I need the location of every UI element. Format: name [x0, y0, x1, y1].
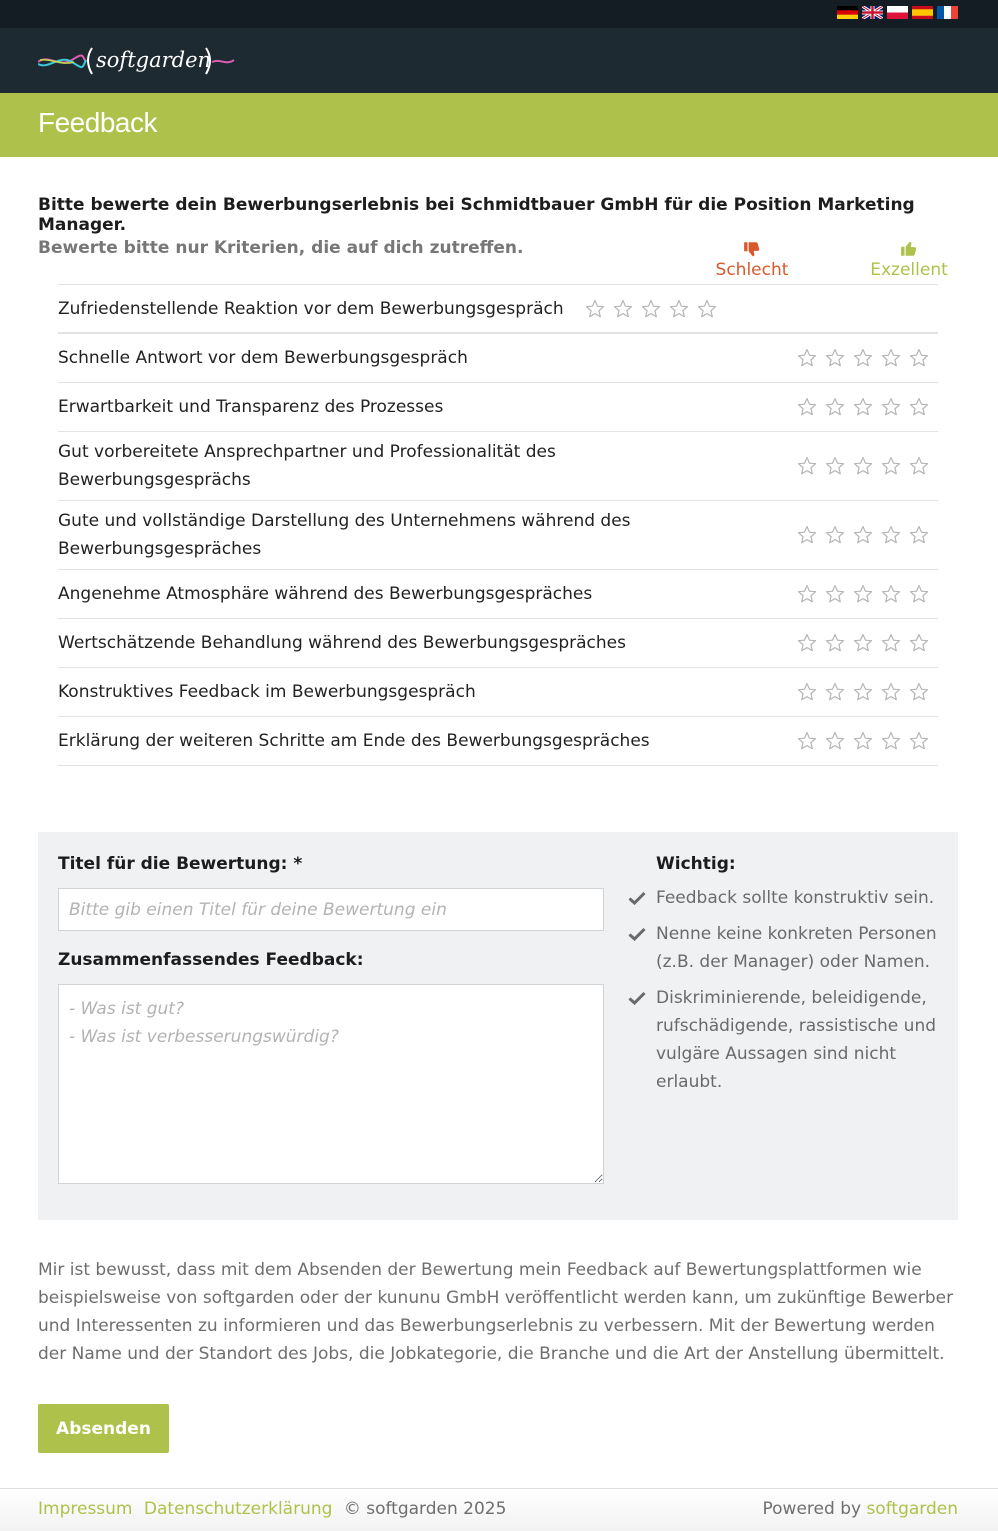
rating-row — [58, 334, 938, 383]
important-box — [628, 854, 943, 1104]
star-outline-icon[interactable] — [640, 298, 662, 320]
title-input[interactable] — [58, 888, 604, 931]
star-outline-icon[interactable] — [880, 396, 902, 418]
star-outline-icon[interactable] — [824, 524, 846, 546]
star-rating — [796, 730, 938, 752]
rating-row — [58, 619, 938, 668]
star-outline-icon[interactable] — [908, 524, 930, 546]
star-outline-icon[interactable] — [880, 730, 902, 752]
impressum-link[interactable]: Impressum — [38, 1499, 133, 1519]
flag-de-icon[interactable] — [837, 6, 858, 19]
legend-bad-label: Schlecht — [715, 260, 789, 280]
star-outline-icon[interactable] — [824, 583, 846, 605]
star-outline-icon[interactable] — [796, 524, 818, 546]
rating-list — [58, 284, 938, 766]
rating-row — [58, 432, 938, 501]
star-outline-icon[interactable] — [908, 455, 930, 477]
important-item-text: Nenne keine konkreten Personen (z.B. der Manager) oder Namen. — [656, 924, 937, 972]
star-outline-icon[interactable] — [880, 347, 902, 369]
important-item — [628, 920, 943, 976]
star-outline-icon[interactable] — [696, 298, 718, 320]
rating-label: Konstruktives Feedback im Bewerbungsgespräch — [58, 682, 476, 702]
navbar — [0, 28, 998, 93]
star-rating — [796, 524, 938, 546]
submit-button[interactable]: Absenden — [38, 1404, 169, 1453]
star-outline-icon[interactable] — [852, 524, 874, 546]
star-outline-icon[interactable] — [824, 347, 846, 369]
important-list — [628, 884, 943, 1096]
footer — [0, 1488, 998, 1531]
star-outline-icon[interactable] — [908, 730, 930, 752]
legend-good — [868, 240, 950, 280]
copyright: © softgarden 2025 — [343, 1499, 507, 1519]
star-outline-icon[interactable] — [880, 583, 902, 605]
thumbs-up-icon — [900, 240, 918, 258]
rating-label: Zufriedenstellende Reaktion vor dem Bewerbungsgespräch — [58, 298, 564, 319]
rating-row — [58, 501, 938, 570]
star-outline-icon[interactable] — [880, 524, 902, 546]
important-item-text: Diskriminierende, beleidigende, rufschädigende, rassistische und vulgäre Aussagen sind nicht erlaubt. — [656, 988, 937, 1092]
star-outline-icon[interactable] — [908, 632, 930, 654]
powered-by-label: Powered by — [762, 1499, 862, 1519]
softgarden-logo[interactable] — [38, 42, 238, 78]
star-outline-icon[interactable] — [584, 298, 606, 320]
legend-good-label: Exzellent — [870, 260, 948, 280]
page-banner — [0, 93, 998, 157]
star-outline-icon[interactable] — [852, 455, 874, 477]
rating-label: Angenehme Atmosphäre während des Bewerbungsgespräches — [58, 584, 593, 604]
star-outline-icon[interactable] — [852, 632, 874, 654]
star-outline-icon[interactable] — [908, 583, 930, 605]
flag-en-icon[interactable] — [862, 6, 883, 19]
intro-text: Bitte bewerte dein Bewerbungserlebnis bei Schmidtbauer GmbH für die Position Marketing Manager. — [38, 195, 915, 235]
important-item-text: Feedback sollte konstruktiv sein. — [656, 888, 935, 908]
star-outline-icon[interactable] — [612, 298, 634, 320]
star-outline-icon[interactable] — [824, 396, 846, 418]
rating-row — [58, 285, 938, 334]
star-rating — [796, 583, 938, 605]
flag-es-icon[interactable] — [912, 6, 933, 19]
rating-label: Wertschätzende Behandlung während des Bewerbungsgespräches — [58, 633, 626, 653]
star-outline-icon[interactable] — [852, 583, 874, 605]
star-outline-icon[interactable] — [880, 681, 902, 703]
star-outline-icon[interactable] — [796, 632, 818, 654]
star-outline-icon[interactable] — [908, 347, 930, 369]
star-outline-icon[interactable] — [796, 583, 818, 605]
rating-label: Gute und vollständige Darstellung des Unternehmens während des Bewerbungsgespräches — [58, 511, 631, 559]
feedback-panel — [38, 832, 958, 1220]
star-outline-icon[interactable] — [796, 681, 818, 703]
star-outline-icon[interactable] — [824, 632, 846, 654]
star-rating — [796, 455, 938, 477]
star-outline-icon[interactable] — [852, 681, 874, 703]
star-outline-icon[interactable] — [908, 681, 930, 703]
rating-label: Gut vorbereitete Ansprechpartner und Professionalität des Bewerbungsgesprächs — [58, 442, 556, 490]
star-outline-icon[interactable] — [796, 455, 818, 477]
star-outline-icon[interactable] — [796, 396, 818, 418]
star-outline-icon[interactable] — [908, 396, 930, 418]
page-title: Feedback — [38, 107, 157, 138]
star-outline-icon[interactable] — [852, 396, 874, 418]
rating-label: Schnelle Antwort vor dem Bewerbungsgespräch — [58, 348, 468, 368]
star-outline-icon[interactable] — [796, 730, 818, 752]
star-rating — [796, 347, 938, 369]
star-outline-icon[interactable] — [824, 730, 846, 752]
check-icon — [628, 891, 646, 905]
star-outline-icon[interactable] — [824, 681, 846, 703]
consent-text: Mir ist bewusst, dass mit dem Absenden der Bewertung mein Feedback auf Bewertungsplattformen wie beispielsweise von softgarden oder der kununu GmbH veröffentlicht werden kann, um zukünftige Bewerber und Interessenten zu informieren und das Bewerbungserlebnis zu verbessern. Mit der Bewertung werden der Name und der Standort des Jobs, die Jobkategorie, die Branche und die Art der Anstellung übermittelt. — [38, 1260, 954, 1364]
flag-pl-icon[interactable] — [887, 6, 908, 19]
summary-textarea[interactable] — [58, 984, 604, 1184]
check-icon — [628, 991, 646, 1005]
rating-label: Erwartbarkeit und Transparenz des Prozesses — [58, 397, 444, 417]
star-rating — [796, 681, 938, 703]
rating-row — [58, 383, 938, 432]
important-item — [628, 884, 943, 912]
rating-row — [58, 668, 938, 717]
star-rating — [584, 298, 726, 320]
star-outline-icon[interactable] — [668, 298, 690, 320]
important-title: Wichtig: — [656, 854, 736, 874]
rating-label: Erklärung der weiteren Schritte am Ende des Bewerbungsgespräches — [58, 731, 650, 751]
star-outline-icon[interactable] — [880, 455, 902, 477]
check-icon — [628, 927, 646, 941]
star-outline-icon[interactable] — [824, 455, 846, 477]
powered-by-link[interactable]: softgarden — [866, 1499, 958, 1519]
summary-label: Zusammenfassendes Feedback: — [58, 950, 364, 970]
star-rating — [796, 632, 938, 654]
important-item — [628, 984, 943, 1096]
privacy-link[interactable]: Datenschutzerklärung — [143, 1499, 333, 1519]
star-outline-icon[interactable] — [880, 632, 902, 654]
star-outline-icon[interactable] — [796, 347, 818, 369]
star-rating — [796, 396, 938, 418]
rating-row — [58, 570, 938, 619]
hint-text: Bewerte bitte nur Kriterien, die auf dich zutreffen. — [38, 238, 524, 258]
svg-text:softgarden: softgarden — [96, 48, 212, 72]
title-label: Titel für die Bewertung: * — [58, 854, 303, 874]
legend-bad — [712, 240, 792, 280]
thumbs-down-icon — [743, 240, 761, 258]
language-switcher — [837, 6, 958, 19]
star-outline-icon[interactable] — [852, 730, 874, 752]
rating-row — [58, 717, 938, 766]
flag-fr-icon[interactable] — [937, 6, 958, 19]
star-outline-icon[interactable] — [852, 347, 874, 369]
top-bar — [0, 0, 998, 28]
